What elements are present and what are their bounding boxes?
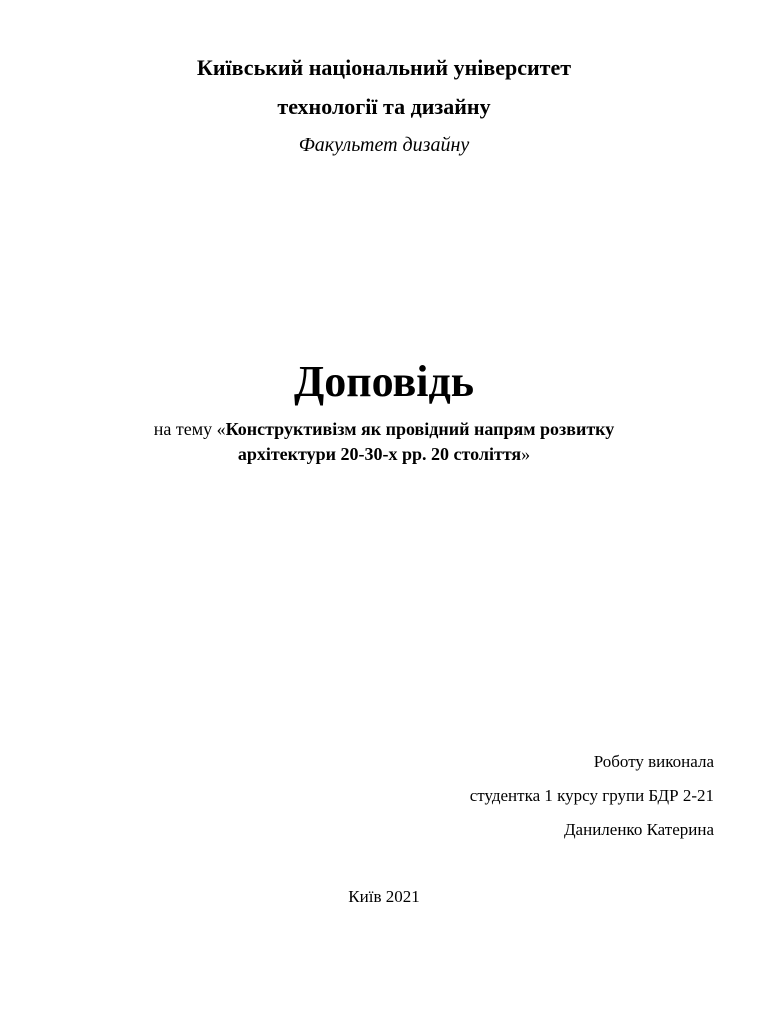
topic-text-line2: архітектури 20-30-х рр. 20 століття	[237, 444, 522, 464]
topic-line1	[0, 420, 768, 438]
faculty-name: Факультет дизайну	[298, 134, 470, 156]
author-name: Даниленко Катерина	[563, 820, 714, 839]
topic-text-line1: Конструктивізм як провідний напрям розвитку	[225, 419, 615, 439]
author-line1: Роботу виконала	[593, 752, 714, 771]
topic-line2	[0, 445, 768, 463]
university-name-line1: Київський національний університет	[196, 55, 572, 80]
author-line2: студентка 1 курсу групи БДР 2-21	[469, 786, 714, 805]
university-name-line2: технології та дизайну	[277, 94, 491, 119]
topic-prefix: на тему «	[153, 419, 226, 439]
city-year: Київ 2021	[348, 887, 420, 906]
document-title: Доповідь	[293, 357, 475, 406]
topic-suffix: »	[521, 444, 531, 464]
